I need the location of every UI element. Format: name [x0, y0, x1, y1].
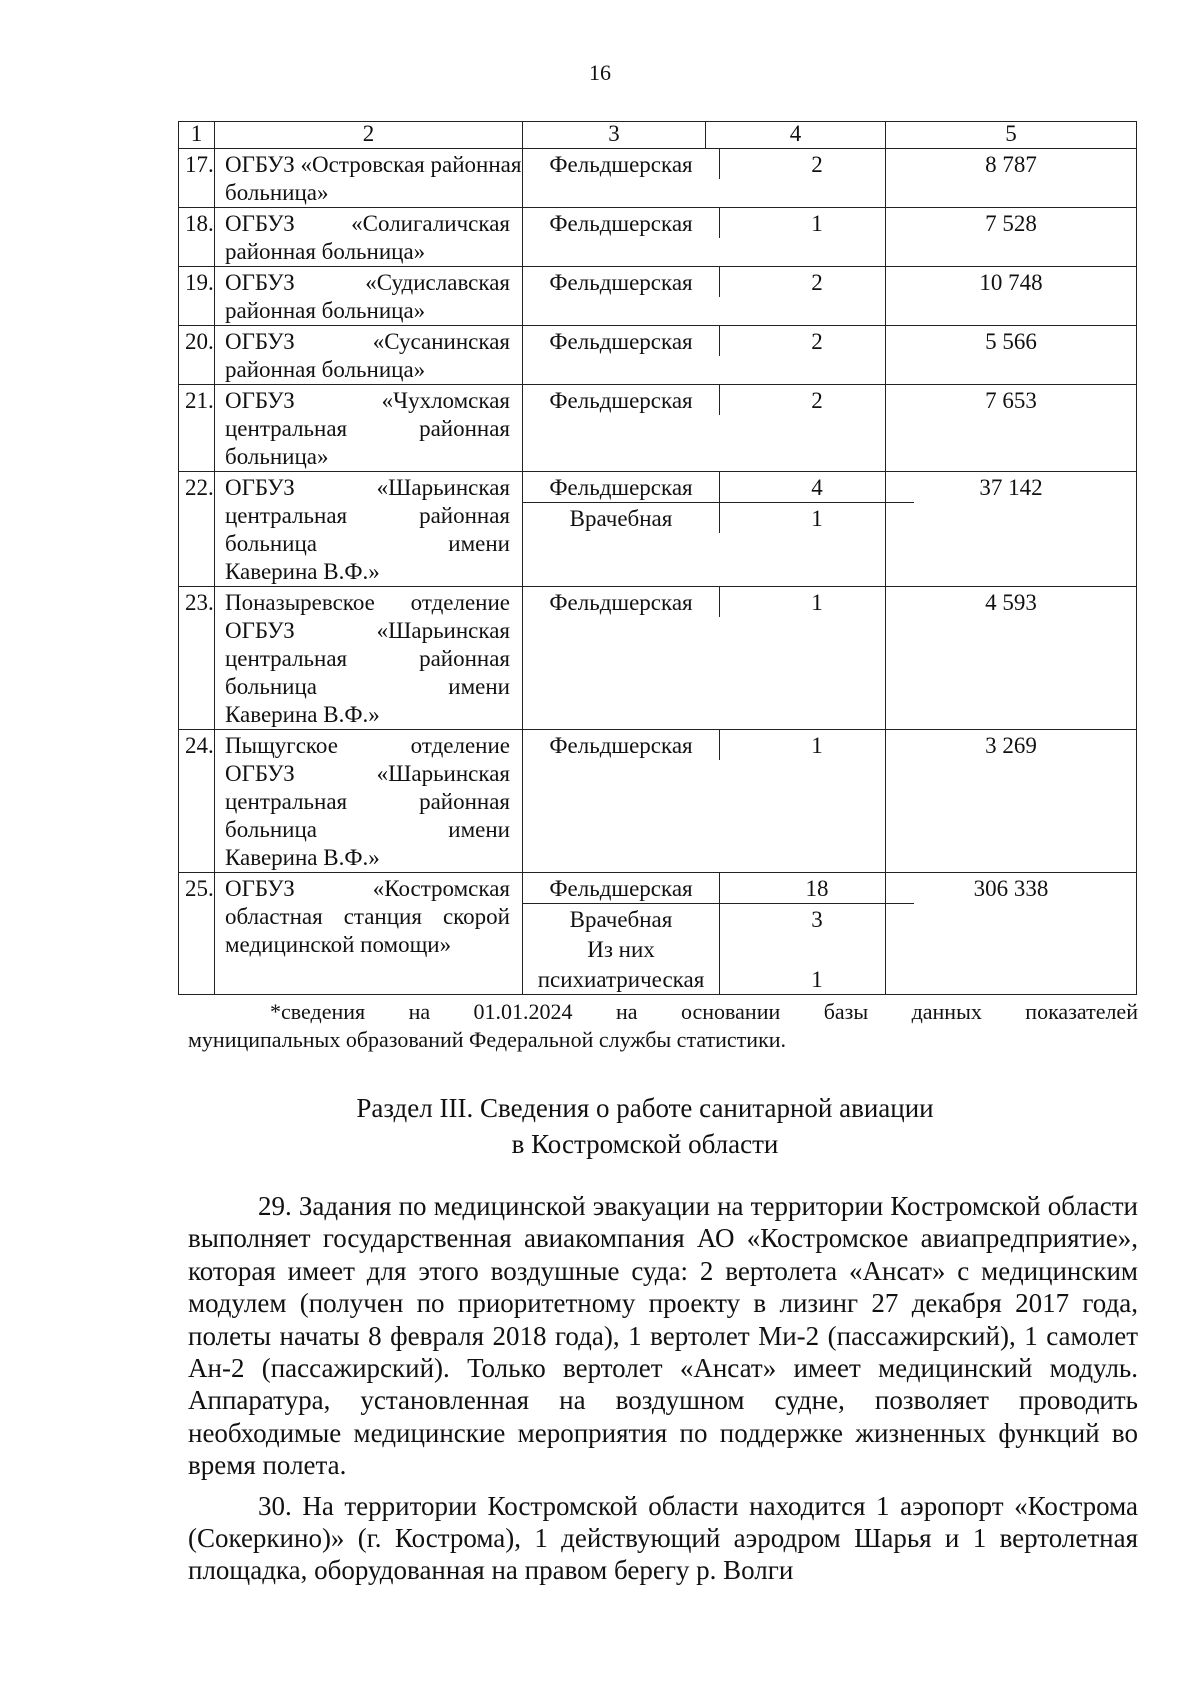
organization-name-word: отделение [410, 733, 510, 758]
table-row [179, 472, 1137, 587]
row-number: 23. [179, 587, 215, 730]
population-value: 8 787 [886, 149, 1137, 208]
station-type-row [523, 964, 885, 994]
station-count: 2 [811, 270, 823, 295]
table-header-row [179, 122, 1137, 149]
organization-name-word: Каверина В.Ф.» [225, 845, 380, 870]
footnote-word: *сведения [270, 999, 366, 1024]
table-row [179, 730, 1137, 873]
organization-name-line [225, 356, 510, 384]
organization-name-line [225, 558, 510, 586]
header-col-4: 4 [706, 122, 886, 149]
station-count [720, 934, 914, 964]
station-type-row [523, 730, 885, 760]
row-number: 25. [179, 873, 215, 995]
organization-name-line [225, 732, 510, 760]
organization-name-word: больница [225, 674, 317, 699]
row-number: 18. [179, 208, 215, 267]
station-type-row [523, 326, 885, 356]
table-row [179, 208, 1137, 267]
organization-name-line [225, 844, 510, 872]
organization-name-word: отделение [410, 590, 510, 615]
station-types [523, 149, 886, 208]
organization-name-line [225, 415, 510, 443]
organization-name-word: центральная [225, 503, 348, 528]
organization-name-line [225, 151, 522, 179]
facilities-table [178, 121, 1137, 995]
organization-name-word: Каверина В.Ф.» [225, 702, 380, 727]
station-type: Фельдшерская [523, 873, 720, 903]
organization-name-word: «Сусанинская [372, 329, 510, 354]
table-row [179, 385, 1137, 472]
station-types [523, 587, 886, 730]
organization-name-word: медицинской помощи» [225, 932, 452, 957]
organization-name-word: районная [419, 646, 510, 671]
organization-name-word: станция [343, 904, 422, 929]
footnote-line-1 [188, 998, 1138, 1026]
footnote-word: 01.01.2024 [473, 999, 573, 1024]
organization-name-word: районная [419, 416, 510, 441]
station-type-row [523, 385, 885, 415]
organization-name-line [225, 297, 510, 325]
footnote-word: основании [680, 999, 781, 1024]
organization-name-word: больница» [225, 444, 329, 469]
row-number: 24. [179, 730, 215, 873]
station-type-row [523, 149, 885, 179]
population-value: 306 338 [886, 873, 1137, 995]
station-type: Фельдшерская [523, 385, 720, 415]
row-number: 19. [179, 267, 215, 326]
organization-name [215, 385, 523, 472]
organization-name-word: больница [225, 531, 317, 556]
header-col-5: 5 [886, 122, 1137, 149]
table-row [179, 587, 1137, 730]
header-col-1: 1 [179, 122, 215, 149]
organization-name-word: скорой [442, 904, 510, 929]
organization-name-word: ОГБУЗ [225, 329, 295, 354]
station-type: Из них [523, 934, 720, 964]
section-title-line-1: Раздел III. Сведения о работе санитарной авиации [356, 1093, 934, 1123]
station-types [523, 873, 886, 995]
footnote-word: данных [911, 999, 982, 1024]
organization-name-line [225, 903, 510, 931]
organization-name-word: ОГБУЗ [225, 388, 295, 413]
station-count: 1 [811, 733, 823, 758]
organization-name-word: «Чухломская [381, 388, 510, 413]
organization-name-word: ОГБУЗ [225, 618, 295, 643]
organization-name-line [225, 179, 510, 207]
station-type: Фельдшерская [523, 149, 720, 179]
table-row [179, 326, 1137, 385]
station-types [523, 326, 886, 385]
table-row [179, 267, 1137, 326]
row-number: 20. [179, 326, 215, 385]
population-value: 7 653 [886, 385, 1137, 472]
station-type-row [523, 903, 885, 934]
organization-name-line [225, 931, 510, 959]
organization-name-line [225, 502, 510, 530]
organization-name-word: ОГБУЗ [225, 270, 295, 295]
organization-name-word: ОГБУЗ «Островская районная [225, 152, 522, 177]
organization-name-line [225, 816, 510, 844]
station-type: Врачебная [523, 903, 720, 934]
station-count: 2 [811, 152, 823, 177]
station-type: Фельдшерская [523, 208, 720, 238]
station-types [523, 385, 886, 472]
organization-name-word: Поназыревское [225, 590, 375, 615]
station-types [523, 730, 886, 873]
organization-name-line [225, 530, 510, 558]
organization-name-word: районная [419, 503, 510, 528]
footnote-word: на [408, 999, 431, 1024]
station-count: 1 [811, 590, 823, 615]
station-type: Врачебная [523, 502, 720, 533]
organization-name-line [225, 760, 510, 788]
organization-name-word: районная больница» [225, 239, 426, 264]
population-value: 7 528 [886, 208, 1137, 267]
organization-name [215, 587, 523, 730]
organization-name-word: имени [448, 817, 510, 842]
organization-name-word: «Шарьинская [376, 618, 510, 643]
station-count: 4 [811, 475, 823, 500]
header-col-2: 2 [215, 122, 523, 149]
organization-name [215, 873, 523, 995]
organization-name [215, 267, 523, 326]
organization-name-line [225, 701, 510, 729]
organization-name-line [225, 673, 510, 701]
organization-name-word: имени [448, 531, 510, 556]
station-type-row [523, 873, 885, 903]
organization-name-word: районная больница» [225, 298, 426, 323]
station-count: 1 [811, 211, 823, 236]
station-type-row [523, 502, 885, 533]
table-row [179, 149, 1137, 208]
organization-name-line [225, 269, 510, 297]
organization-name-word: «Шарьинская [376, 475, 510, 500]
organization-name-word: «Солигаличская [351, 211, 510, 236]
organization-name-word: ОГБУЗ [225, 876, 295, 901]
station-count: 1 [811, 967, 823, 992]
organization-name [215, 208, 523, 267]
footnote-rule [270, 994, 528, 995]
organization-name-word: «Судиславская [365, 270, 510, 295]
station-type: Фельдшерская [523, 267, 720, 297]
station-count: 1 [720, 502, 914, 533]
station-type: Фельдшерская [523, 730, 720, 760]
population-value: 10 748 [886, 267, 1137, 326]
station-types [523, 472, 886, 587]
organization-name-word: имени [448, 674, 510, 699]
row-number: 22. [179, 472, 215, 587]
organization-name-word: ОГБУЗ [225, 211, 295, 236]
organization-name-line [225, 645, 510, 673]
station-type: Фельдшерская [523, 326, 720, 356]
table-row [179, 873, 1137, 995]
station-count: 2 [811, 388, 823, 413]
organization-name-word: Каверина В.Ф.» [225, 559, 380, 584]
row-number: 21. [179, 385, 215, 472]
footnote-line-2: муниципальных образований Федеральной службы статистики. [188, 1027, 787, 1052]
organization-name-word: районная больница» [225, 357, 426, 382]
organization-name-line [225, 474, 510, 502]
station-type: Фельдшерская [523, 472, 720, 502]
organization-name [215, 730, 523, 873]
station-count: 2 [811, 329, 823, 354]
paragraph-30: 30. На территории Костромской области находится 1 аэропорт «Кострома (Сокеркино)» (г. Кострома), 1 действующий аэродром Шарья и 1 вертолетная площадка, оборудованная на правом берегу р. Волги [188, 1490, 1138, 1586]
population-value: 5 566 [886, 326, 1137, 385]
organization-name-word: ОГБУЗ [225, 475, 295, 500]
organization-name-word: районная [419, 789, 510, 814]
paragraph-29: 29. Задания по медицинской эвакуации на территории Костромской области выполняет государственная авиакомпания АО «Костромское авиапредприятие», которая имеет для этого воздушные суда: 2 вертолета «Ансат» с медицинским модулем (получен по приоритетному проекту в лизинг 27 декабря 2017 года, полеты начаты 8 февраля 2018 года), 1 вертолет Ми-2 (пассажирский), 1 самолет Ан-2 (пассажирский). Только вертолет «Ансат» имеет медицинский модуль. Аппаратура, установленная на воздушном судне, позволяет проводить необходимые медицинские мероприятия по поддержке жизненных функций во время полета. [188, 1191, 1138, 1481]
station-count: 18 [805, 876, 829, 901]
footnote-word: базы [823, 999, 869, 1024]
organization-name [215, 472, 523, 587]
organization-name-word: «Костромская [372, 876, 510, 901]
station-types [523, 208, 886, 267]
station-type-row [523, 587, 885, 617]
station-type: Фельдшерская [523, 587, 720, 617]
organization-name-word: Пыщугское [225, 733, 338, 758]
body-text [188, 1190, 1138, 1595]
section-title-line-2: в Костромской области [511, 1129, 779, 1159]
section-title [0, 1090, 1200, 1162]
station-type: психиатрическая [523, 964, 720, 994]
organization-name [215, 149, 523, 208]
organization-name-word: «Шарьинская [376, 761, 510, 786]
organization-name-line [225, 238, 510, 266]
population-value: 3 269 [886, 730, 1137, 873]
header-col-3: 3 [523, 122, 706, 149]
population-value: 37 142 [886, 472, 1137, 587]
page-number: 16 [589, 60, 611, 85]
organization-name-line [225, 210, 510, 238]
station-count: 3 [720, 903, 914, 934]
organization-name-line [225, 875, 510, 903]
station-type-row [523, 208, 885, 238]
organization-name [215, 326, 523, 385]
footnote-word: показателей [1025, 999, 1138, 1024]
station-type-row [523, 472, 885, 502]
organization-name-word: центральная [225, 789, 348, 814]
organization-name-line [225, 443, 510, 471]
organization-name-word: центральная [225, 646, 348, 671]
station-types [523, 267, 886, 326]
organization-name-word: областная [225, 904, 323, 929]
organization-name-line [225, 617, 510, 645]
organization-name-word: больница» [225, 180, 329, 205]
organization-name-line [225, 589, 510, 617]
station-type-row [523, 934, 885, 964]
station-type-row [523, 267, 885, 297]
footnote-word: на [615, 999, 638, 1024]
organization-name-line [225, 328, 510, 356]
organization-name-word: центральная [225, 416, 348, 441]
population-value: 4 593 [886, 587, 1137, 730]
organization-name-line [225, 788, 510, 816]
organization-name-word: больница [225, 817, 317, 842]
organization-name-line [225, 387, 510, 415]
footnote [188, 998, 1138, 1054]
row-number: 17. [179, 149, 215, 208]
organization-name-word: ОГБУЗ [225, 761, 295, 786]
